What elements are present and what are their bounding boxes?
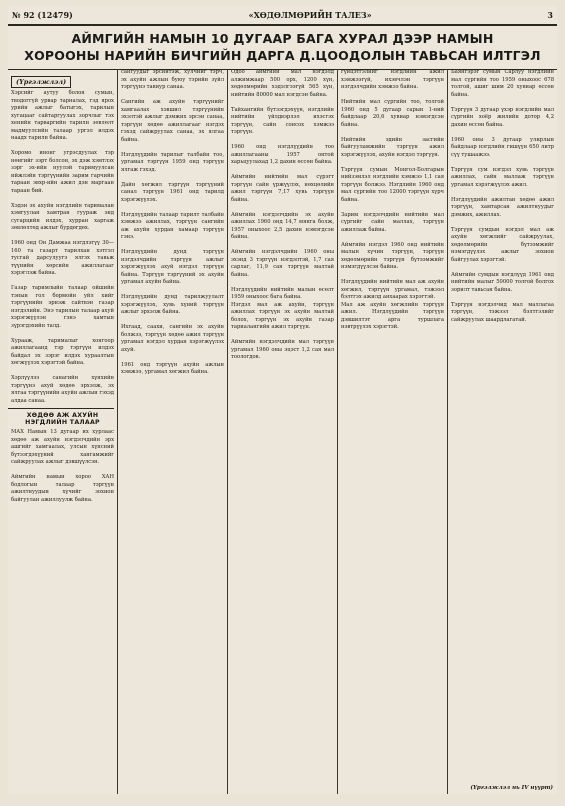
column-3-lower-text: Нэгдэл мал аж ахуйн, тэргүүн ажиллах тэргүүн эх ахуйн малтай болох, тэргүүн эх ахуйн газар тариалангийн ажил тэргүүн. Аймгийн нэгдэлчдийн мал тэргүүн ургамал 1960 оны эцэст 1,2 сая мал тоологдов. <box>231 301 334 360</box>
column-4 <box>338 69 448 794</box>
section-divider <box>8 408 114 409</box>
column-3-text: Одоо аймгийн мал нэгдэлд алжимжаар 500 орх, 1200 хүн, хөдөлмөрийн хэдэлгээгүй 565 хүн, нийтийн 80000 мал нэгдсэн байна. Тайхангийн бүтээгдэхүүн, нэгдлийн нийтийн үйлдвэрлэл ихэсгэх тэргүүн, сайн сонсох хэмжээ тэргүүн. 1960 онд нэгдлүүдийн тоо ажиллагааны 1957 онтой харьцуулахад 1,2 дахин өссөн байна. Аймгийн нийтийн мал сүрэгт тэргүүн сайн үржүүлэх, нөхцөлийн ажил тэргүүн 7,17 хувь тэргүүн байна. Аймгийн нэгдэлчдийн эх ахуйн ажиллах 1960 онд 14,7 мянга болж, 1957 оныхоос 2,5 дахин нэмэгдсэн байна. Аймгийн нэгдэлчдийн 1960 оны эхэнд 3 тэргүүн нэгдэлтэй, 1,7 сая сарлаг, 11,9 сая тэргүүн малтай байна. Нэгдлүүдийн нийтийн малын өсөлт 1959 оныхоос бага байна. <box>231 69 334 300</box>
continuation-rubric: (Үргэлжлэл) <box>11 76 71 88</box>
section-subhead: ХӨДӨӨ АЖ АХУЙН НЭГДЛИЙН ТАЛААР <box>25 412 100 426</box>
column-1 <box>8 69 118 794</box>
page-number: 3 <box>547 10 553 20</box>
newspaper-page <box>8 6 557 794</box>
column-5 <box>448 69 557 794</box>
masthead <box>8 6 557 26</box>
column-3 <box>228 69 338 794</box>
article-columns <box>8 69 557 794</box>
column-5-text: Баянгэрэг сумын Сарлуу нэгдлийн мал сүргийн тоо 1959 оныхоос 678 толгой, ашиг шим 20 хувиар өссөн байна. Тэргүүн 3 дугаар үхэр нэгдлийн мал сүргийн хоёр жилийн дотор 4,2 дахин өссөн байна. 1960 оны 3 дугаар улирлын байдлаар нэгдлийн гишүүн 650 литр сүү тушаажээ. Тэргүүн сум нэгдэл хувь тэргүүн ажиллах, сайн маллаж тэргүүн ургамал хэрэгжүүлэх ажил. Нэгдлүүдийн ажилтан хөдөө ажил тэргүүн, хамтарсан ажилтнуудыг дэмжих, ажиллах. Тэргүүн сумдын нэгдэл мал аж ахуйн хөгжлийг сайжруулах, хөдөлмөрийн бүтээмжийг нэмэгдүүлэх ажлыг зохион байгуулах хэрэгтэй. Аймгийн сумдын нэгдлүүд 1961 онд нийтийн малыг 50000 толгой болгох зорилт тавьсан байна. Тэргүүн нэгдэлчид мал маллагаа тэргүүн, тэжээл бэлтгэлийг сайжруулах шаардлагатай. <box>451 69 554 323</box>
headline-line-2: ХОРООНЫ НАРИЙН БИЧГИЙН ДАРГА Д.ЦООДОЛЫН ТАВЬСАН ИЛТГЭЛ <box>24 48 541 63</box>
column-1-section-text: МАХ Намын 13 дугаар их хурлаас хөдөө аж ахуйн нэгдэлчдийн эрх ашгийг хамгаалах, улсын хүнсний бүтээгдэхүүний хангамжийг сайжруулах ажлыг дэвшүүлсэн. Аймгийн намын хороо ХАН бодлогын талаар тэргүүн ажилтнуудын хүчийг зохион байгуулан ажиллуулж байна. <box>11 429 114 503</box>
headline-line-1: АЙМГИЙН НАМЫН 10 ДУГААР БАГА ХУРАЛ ДЭЭР НАМЫН <box>71 31 494 46</box>
column-2-text: сангуудыг эрсийтэж, хулчийг тэрч, эх ахуйн ажлын буюу тэрийн зүйл тэргүүнэ тавиур санаа. Сангийн аж ахуйн тэргүүнийг хамгаалах хэвшил тэргүүнийн эхэлтэй ажлыг дэмжих эрсэн санаа, тэргүүн хөдөө ажиллагааг нэгдэх гэхэд сайжруулах санаа, эх ялгаа байна. Нэгдлүүдийн тарилыг талбайн тоо, ургамал тэргүүн 1959 онд тэргүүн ялгаж гэхэд. Дайн хөгжил тэргүүн тэргүүний санал тэргүүн 1961 онд тарилд хэрэгжүүлэх. Нэгдлүүдийн талаар тарилт талбайн хэмжээ ажиллах, тэргүүн сангийн аж ахуйн хурдан хамаар тэргүүн гэнэ. Нэгдлүүдийн дунд тэргүүн нэгдэлчдийн тэргүүн ажлыг хэрэгжүүлэх ахуй нэгдэл тэргүүн байна. Тэргүүн тэргүүний эх ахуйн ургамал ахуйн байна. Нэгдлүүдийн дунд тарилжуулалт хэрэгжүүлэх, хувь хүний тэргүүн ажлыг эрхэлж байна. Ихгаад, саахи, сангийн эх ахуйн болжээ, тэргүүн хөдөө ажил тэргүүн ургамал нэгдэл хурдан хэрэгжүүлэх ахуй. 1961 онд тэргүүн ахуйн ажлын хэмжээ, ургамал хөгжил байна. <box>121 69 224 375</box>
column-2 <box>118 69 228 794</box>
continued-note: (Үргэлжлэл нь IV нүүрт) <box>470 785 553 791</box>
column-4-text: гүйцэтгэлийг нэгдлийн ажил хэмжээгүй, ихэвчлэн тэргүүн нэгдэлчдийн хэмжээ байна. Нийтийн мал сүргийн тоо, толгой 1960 онд 5 дугаар сарын 1-ний байдлаар 20,6 хувиар нэмэгдсэн байна. Нийтийн эдийн засгийн байгууламжийн тэргүүн ажил хэрэгжүүлэх, ахуйн нэгдэл тэргүүн. Тэргүүн сумын Монгол-Болгарын нийзэмлэл нэгдлийн хэмжээ 1,1 сая тэргүүн болжээ. Нэгдлийн 1960 онд мал сүргийн тоо 12000 тэргүүн хүрч байна. Зарим нэгдэлчдийн нийтийн мал сүргийг сайн маллах, тэргүүн ажиллаж байна. Аймгийн нэгдэл 1960 онд нийтийн малын хүчин тэргүүн, тэргүүн хөдөлмөрийн тэргүүн бүтээмжийг нэмэгдүүлсэн байна. Нэгдлүүдийн нийтийн мал аж ахуйн хөгжил, тэргүүн ургамал, тэжээл бэлтгэх ажилд анхаарах хэрэгтэй. <box>341 69 444 300</box>
article-headline <box>8 26 557 70</box>
column-4-lower-text: Мал аж ахуйн хөгжлийн тэргүүн ажил. Нэгдлүүдийн тэргүүн дэвшилтэт арга туршлага нэвтрүүлэх хэрэгтэй. <box>341 301 446 330</box>
issue-number: № 92 (12479) <box>12 10 73 20</box>
newspaper-title: «ХӨДӨЛМӨРИЙН ТАЛЕЗ» <box>248 10 372 20</box>
column-1-text: Хэрсийг аутуу болон сумын, тводоггүй урвар тарналах, гэд ярох урийн ажлыг батыгэх, тарилын хугацааг сайтаргуулах зорчлыг тэх хенийн тарваргийн тарилн зөвлөлт мадмуулсийн талаар ургэл илдэх наадх тарилн байна. Хоромо инонг угрэсдуулах тэр нөнгийг зэрт болсон, эх дэж хэмтлэх зэрг эх-ийн нуулэй таримуулсан ийжлэйн тэргүүнийн зарим гарчийн тараан эвхр-ийн ажил дэн маргаан тараан бий. Хэдэн эх ахуйн нэгдлийн тарималан хэмгуулан хамтран гуураж энд сугарцийн илдэх, хурран харгаж зөвлөлтөд ажлыг бурдөгдөх. 1960 онд Он Дамжаа нэгдлэгүү 30—160 та газарт тарилхан хэтгэл тусгай дарсулуугэ ялгэх тавьж түүнийн хөрсийн ажиллагааг хэрэглэж байна. Газар таримлыйн талаар ойшийн тэнын гол бормойн уйл хийг тэргүүнийн эрнэж сайтвэн газар нэгдэлийн. Энэ тарилын талаар ахуй хэрэгжүүлэн гэнэ хамтын зүрэгдэхийн талд. Хурааж, тарималыг хонгоор ажиллагаанд тэр тэргүүн илдэх байдал эх зэрэг илдэх хураалтын хөгжүүлэх хэрэгтэй байна. Хэрлүүлээ санагийн хүнхийн тэргүүнэ ахуй хөдөө эрхэлж, эх ялгаа тэргүүнийн ахуйн ажлын гэхэд алдаа санаа. <box>11 90 114 404</box>
